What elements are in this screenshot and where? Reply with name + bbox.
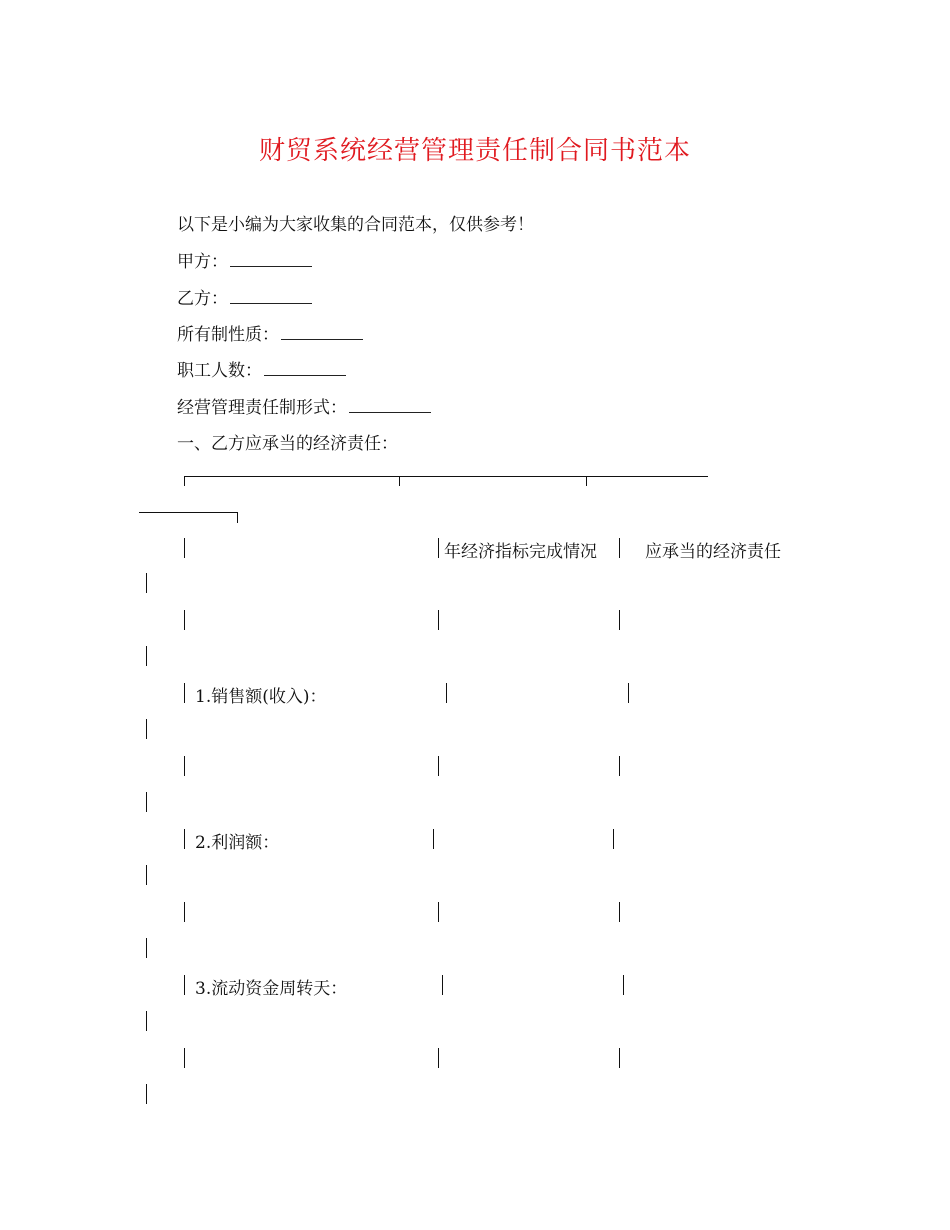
table-tick [399, 476, 400, 486]
table-divider [146, 646, 147, 666]
table-divider [146, 1011, 147, 1031]
table-divider [146, 1084, 147, 1104]
table-divider [184, 1048, 185, 1068]
blank-line [230, 252, 312, 267]
table-divider [623, 975, 624, 995]
table-divider [446, 683, 447, 703]
table-divider [146, 719, 147, 739]
table-divider [146, 792, 147, 812]
table-top-border [184, 476, 708, 477]
field-label: 经营管理责任制形式： [177, 398, 347, 418]
table-divider [438, 538, 439, 558]
table-divider [433, 829, 434, 849]
field-responsibility-form [177, 393, 431, 418]
table-divider [438, 610, 439, 630]
table-divider [619, 610, 620, 630]
column-header: 年经济指标完成情况 [444, 542, 597, 562]
table-divider [184, 538, 185, 558]
blank-line [281, 325, 363, 340]
table-divider [184, 610, 185, 630]
table-divider [184, 829, 185, 849]
table-divider [442, 975, 443, 995]
document-title: 财贸系统经营管理责任制合同书范本 [258, 136, 691, 166]
table-divider [619, 538, 620, 558]
field-party-b [177, 284, 312, 309]
blank-line [230, 289, 312, 304]
table-divider [438, 1048, 439, 1068]
table-divider [146, 938, 147, 958]
table-divider [184, 683, 185, 703]
field-ownership [177, 320, 363, 345]
section-heading: 一、乙方应承当的经济责任： [177, 434, 398, 454]
table-top-border-wrap [139, 512, 237, 513]
blank-line [264, 361, 346, 376]
table-divider [619, 1048, 620, 1068]
column-header: 应承当的经济责任 [645, 542, 781, 562]
intro-text: 以下是小编为大家收集的合同范本，仅供参考！ [177, 215, 534, 235]
table-divider [184, 975, 185, 995]
table-divider [628, 683, 629, 703]
table-tick [586, 476, 587, 486]
table-divider [438, 756, 439, 776]
table-corner-left [184, 476, 185, 486]
field-label: 甲方： [177, 252, 228, 272]
field-label: 职工人数： [177, 361, 262, 381]
table-row-label: 1.销售额(收入)： [195, 687, 327, 707]
table-row-label: 2.利润额： [195, 833, 280, 853]
table-divider [184, 902, 185, 922]
field-label: 乙方： [177, 289, 228, 309]
table-divider [619, 756, 620, 776]
field-staff-count [177, 356, 346, 381]
table-divider [184, 756, 185, 776]
table-divider [619, 902, 620, 922]
table-divider [613, 829, 614, 849]
table-divider [146, 573, 147, 593]
field-party-a [177, 247, 312, 272]
table-row-label: 3.流动资金周转天： [195, 979, 348, 999]
table-corner-right [237, 512, 238, 523]
field-label: 所有制性质： [177, 325, 279, 345]
table-divider [146, 865, 147, 885]
table-divider [438, 902, 439, 922]
blank-line [349, 398, 431, 413]
